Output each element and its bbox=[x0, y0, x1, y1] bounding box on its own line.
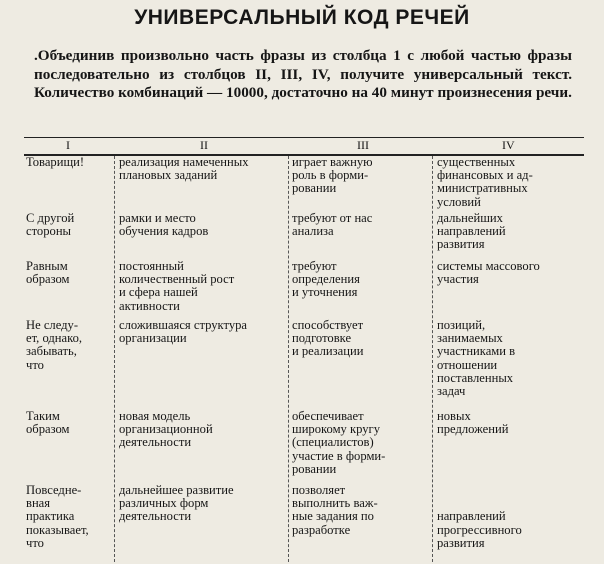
table-cell: реализация намеченных плановых заданий bbox=[119, 155, 249, 183]
intro-paragraph: .Объединив произвольно часть фразы из столбца 1 с любой частью фразы последовательно из столбцов II, III, IV, получите универсальный текст. Количество комбинаций — 10000, достаточно на 40 минут произнесения речи. bbox=[34, 47, 572, 101]
table-body bbox=[24, 156, 584, 552]
table-cell: С другой стороны bbox=[26, 211, 75, 239]
table-cell: направлений прогрессивного развития bbox=[437, 509, 522, 550]
table-row bbox=[24, 156, 584, 212]
table-header bbox=[24, 137, 584, 156]
table-cell: позиций, занимаемых участниками в отношении поставленных задач bbox=[437, 318, 516, 399]
table-cell: обеспечивает широкому кругу (специалистов) участие в форми- ровании bbox=[292, 409, 386, 476]
table-cell: Таким образом bbox=[26, 409, 70, 437]
column-header-2: II bbox=[200, 138, 208, 152]
table-cell: требуют от нас анализа bbox=[292, 211, 373, 239]
table-cell: постоянный количественный рост и сфера нашей активности bbox=[119, 259, 235, 313]
table-cell: новых предложений bbox=[437, 409, 509, 437]
column-header-3: III bbox=[357, 138, 369, 152]
table-cell: сложившаяся структура организации bbox=[119, 318, 248, 346]
table-cell: новая модель организационной деятельности bbox=[119, 409, 213, 450]
table-cell: Повседне- вная практика показывает, что bbox=[26, 483, 89, 550]
column-header-1: I bbox=[66, 138, 70, 152]
table-cell: существенных финансовых и ад- министративных условий bbox=[437, 155, 533, 209]
phrase-table bbox=[24, 137, 584, 552]
table-row bbox=[24, 410, 584, 484]
article-title: УНИВЕРСАЛЬНЫЙ КОД РЕЧЕЙ bbox=[134, 6, 470, 29]
table-cell: дальнейших направлений развития bbox=[437, 211, 506, 252]
table-cell: Равным образом bbox=[26, 259, 70, 287]
table-cell: рамки и место обучения кадров bbox=[119, 211, 209, 239]
table-row bbox=[24, 260, 584, 319]
table-cell: требуют определения и уточнения bbox=[292, 259, 360, 300]
table-row bbox=[24, 212, 584, 260]
table-cell: Товарищи! bbox=[26, 155, 85, 169]
column-header-4: IV bbox=[502, 138, 515, 152]
table-cell: играет важную роль в форми- ровании bbox=[292, 155, 373, 196]
table-cell: способствует подготовке и реализации bbox=[292, 318, 364, 359]
table-row bbox=[24, 319, 584, 410]
table-cell: Не следу- ет, однако, забывать, что bbox=[26, 318, 83, 372]
table-cell: дальнейшее развитие различных форм деятельности bbox=[119, 483, 234, 524]
table-cell: системы массового участия bbox=[437, 259, 540, 287]
table-row bbox=[24, 484, 584, 552]
table-cell: позволяет выполнить важ- ные задания по разработке bbox=[292, 483, 378, 537]
